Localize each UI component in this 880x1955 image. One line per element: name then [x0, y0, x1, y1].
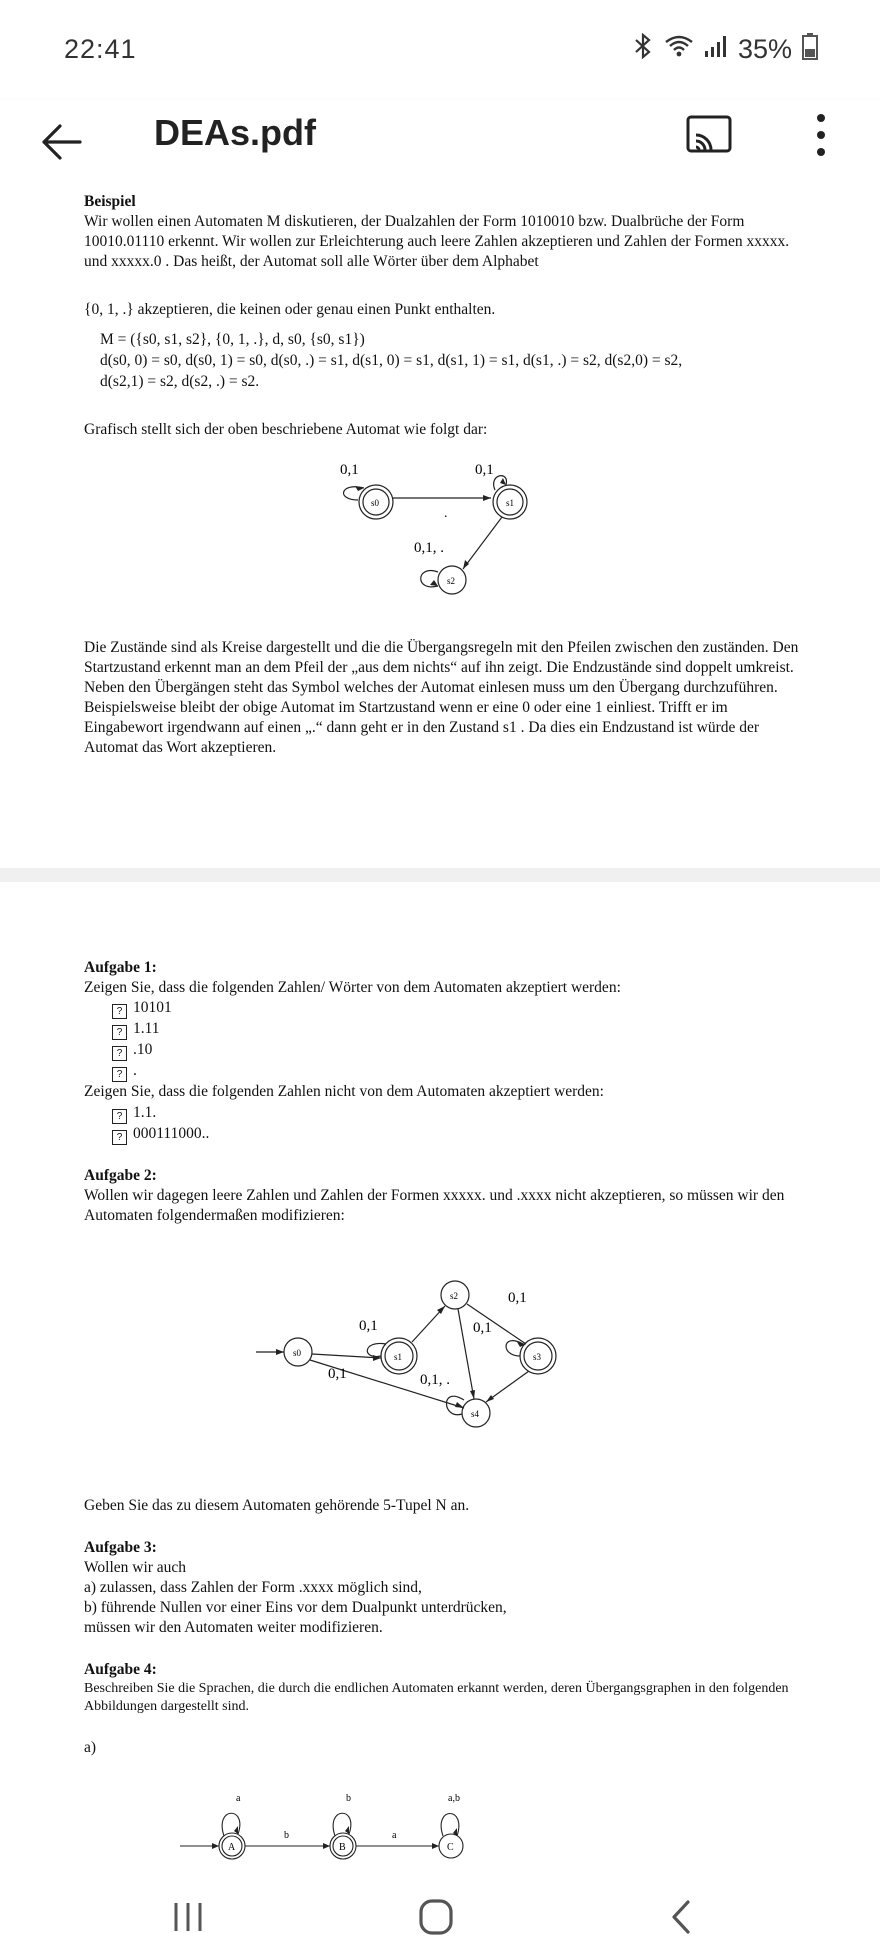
diagram3-state-c: C: [447, 1842, 454, 1853]
task1-text2: Zeigen Sie, dass die folgenden Zahlen nicht von dem Automaten akzeptiert werden:: [84, 1083, 604, 1100]
diagram3-state-b: B: [339, 1842, 346, 1853]
list-item-text: .10: [133, 1041, 153, 1058]
diagram1-label-loop-s0: 0,1: [340, 462, 359, 478]
list-item: [112, 1040, 832, 1061]
diagram2-label-loop-s3: 0,1: [473, 1320, 492, 1336]
automaton-diagram-1: [320, 452, 560, 612]
diagram1-state-s1: s1: [506, 498, 515, 508]
diagram2-state-s1: s1: [394, 1352, 403, 1362]
diagram2-label-loop-s1: 0,1: [359, 1318, 378, 1334]
back-arrow-icon[interactable]: [36, 116, 88, 168]
recent-apps-icon[interactable]: [170, 1900, 206, 1934]
list-item: [112, 1019, 832, 1040]
list-item: [112, 998, 832, 1019]
pdf-page-1: [0, 192, 880, 868]
task4-part-a: a): [84, 1739, 97, 1756]
task2-title: Aufgabe 2:: [84, 1167, 157, 1184]
list-item-text: 10101: [133, 999, 172, 1016]
battery-level: 35%: [737, 34, 792, 64]
formula-line-2: d(s0, 0) = s0, d(s0, 1) = s0, d(s0, .) = s1, d(s1, 0) = s1, d(s1, 1) = s1, d(s1, .) = s2, d(s2,0) = s2,: [100, 352, 683, 369]
missing-glyph-icon: ?: [112, 1004, 127, 1019]
task3-line-4: müssen wir den Automaten weiter modifizieren.: [84, 1619, 383, 1636]
diagram2-state-s2: s2: [450, 1291, 459, 1301]
navigation-bar: [0, 1882, 880, 1955]
description-paragraph: Die Zustände sind als Kreise dargestellt und die die Übergangsregeln mit den Pfeilen zwischen den zuständen. Den Startzustand erkennt man an dem Pfeil der „aus dem nichts“ auf ihn zeigt. Die Endzustände sind doppelt umkreist. Neben den Übergängen steht das Symbol welches der Automat einlesen muss um den Übergang durchzuführen. Beispielsweise bleibt der obige Automat im Startzustand wenn er eine 0 oder eine 1 einliest. Trifft er im Eingabewort irgendwann auf einen „.“ dann geht er in den Zustand s1 . Da dies ein Endzustand ist würde der Automat das Wort akzeptieren.: [84, 639, 799, 756]
clock: 22:41: [64, 34, 137, 64]
status-bar: [0, 0, 880, 100]
list-item: [112, 1061, 832, 1082]
example-intro: Wir wollen einen Automaten M diskutieren, der Dualzahlen der Form 1010010 bzw. Dualbrüche der Form 10010.01110 erkennt. Wir wollen zur Erleichterung auch leere Zahlen akzeptieren und Zahlen der Formen xxxxx. und xxxxx.0 . Das heißt, der Automat soll alle Wörter über dem Alphabet: [84, 213, 790, 270]
diagram1-label-loop-s1: 0,1: [475, 462, 494, 478]
automaton-diagram-3: [178, 1768, 478, 1878]
diagram2-state-s0: s0: [293, 1348, 302, 1358]
diagram1-label-dot: .: [444, 506, 448, 521]
task3-line-1: Wollen wir auch: [84, 1559, 187, 1576]
diagram2-label-loop-s4: 0,1, .: [420, 1372, 450, 1388]
missing-glyph-icon: ?: [112, 1067, 127, 1082]
diagram1-state-s2: s2: [447, 576, 456, 586]
alphabet-line: {0, 1, .} akzeptieren, die keinen oder genau einen Punkt enthalten.: [84, 301, 496, 318]
document-title: DEAs.pdf: [154, 112, 316, 153]
diagram3-state-a: A: [228, 1842, 236, 1853]
graph-intro: Grafisch stellt sich der oben beschriebene Automat wie folgt dar:: [84, 421, 488, 438]
diagram3-label-b-c: a: [392, 1830, 397, 1841]
cast-icon[interactable]: [686, 114, 732, 154]
example-heading: Beispiel: [84, 193, 136, 210]
missing-glyph-icon: ?: [112, 1130, 127, 1145]
home-icon[interactable]: [418, 1898, 454, 1936]
page-gap: [0, 868, 880, 882]
list-item: [112, 1103, 832, 1124]
automaton-diagram-2: [250, 1260, 580, 1445]
diagram3-label-a-b: b: [284, 1830, 289, 1841]
task3-title: Aufgabe 3:: [84, 1539, 157, 1556]
battery-icon: [802, 32, 818, 67]
signal-icon: [704, 34, 728, 65]
list-item: [112, 1124, 832, 1145]
list-item-text: .: [133, 1062, 137, 1079]
diagram2-state-s3: s3: [533, 1352, 542, 1362]
task2-text: Wollen wir dagegen leere Zahlen und Zahlen der Formen xxxxx. und .xxxx nicht akzeptieren, so müssen wir den Automaten folgendermaßen modifizieren:: [84, 1187, 785, 1224]
task1-text1: Zeigen Sie, dass die folgenden Zahlen/ Wörter von dem Automaten akzeptiert werden:: [84, 979, 621, 996]
missing-glyph-icon: ?: [112, 1109, 127, 1124]
diagram1-state-s0: s0: [371, 498, 380, 508]
formula-line-3: d(s2,1) = s2, d(s2, .) = s2.: [100, 373, 260, 390]
diagram3-label-loop-a: a: [236, 1793, 241, 1804]
status-icons: [632, 32, 818, 67]
task4-title: Aufgabe 4:: [84, 1661, 157, 1678]
list-item-text: 1.11: [133, 1020, 160, 1037]
pdf-page-2: [0, 882, 880, 1882]
task4-text: Beschreiben Sie die Sprachen, die durch die endlichen Automaten erkannt werden, deren Übergangsgraphen in den folgenden Abbildungen dargestellt sind.: [84, 1681, 789, 1714]
more-options-icon[interactable]: [806, 110, 836, 160]
diagram3-label-loop-b: b: [346, 1793, 351, 1804]
bluetooth-icon: [632, 33, 654, 66]
task3-line-3: b) führende Nullen vor einer Eins vor dem Dualpunkt unterdrücken,: [84, 1599, 507, 1616]
missing-glyph-icon: ?: [112, 1025, 127, 1040]
missing-glyph-icon: ?: [112, 1046, 127, 1061]
app-bar: [0, 100, 880, 192]
diagram2-state-s4: s4: [471, 1409, 480, 1419]
wifi-icon: [664, 34, 694, 65]
diagram2-label-s2-s3: 0,1: [508, 1290, 527, 1306]
back-nav-icon[interactable]: [668, 1898, 696, 1936]
task3-line-2: a) zulassen, dass Zahlen der Form .xxxx möglich sind,: [84, 1579, 422, 1596]
list-item-text: 000111000..: [133, 1125, 210, 1142]
task2-after: Geben Sie das zu diesem Automaten gehörende 5-Tupel N an.: [84, 1497, 470, 1514]
formula-line-1: M = ({s0, s1, s2}, {0, 1, .}, d, s0, {s0, s1}): [100, 331, 365, 348]
list-item-text: 1.1.: [133, 1104, 157, 1121]
diagram2-label-s0-s1: 0,1: [328, 1366, 347, 1382]
diagram3-label-loop-c: a,b: [448, 1793, 460, 1804]
task1-title: Aufgabe 1:: [84, 959, 157, 976]
diagram1-label-loop-s2: 0,1, .: [414, 540, 444, 556]
